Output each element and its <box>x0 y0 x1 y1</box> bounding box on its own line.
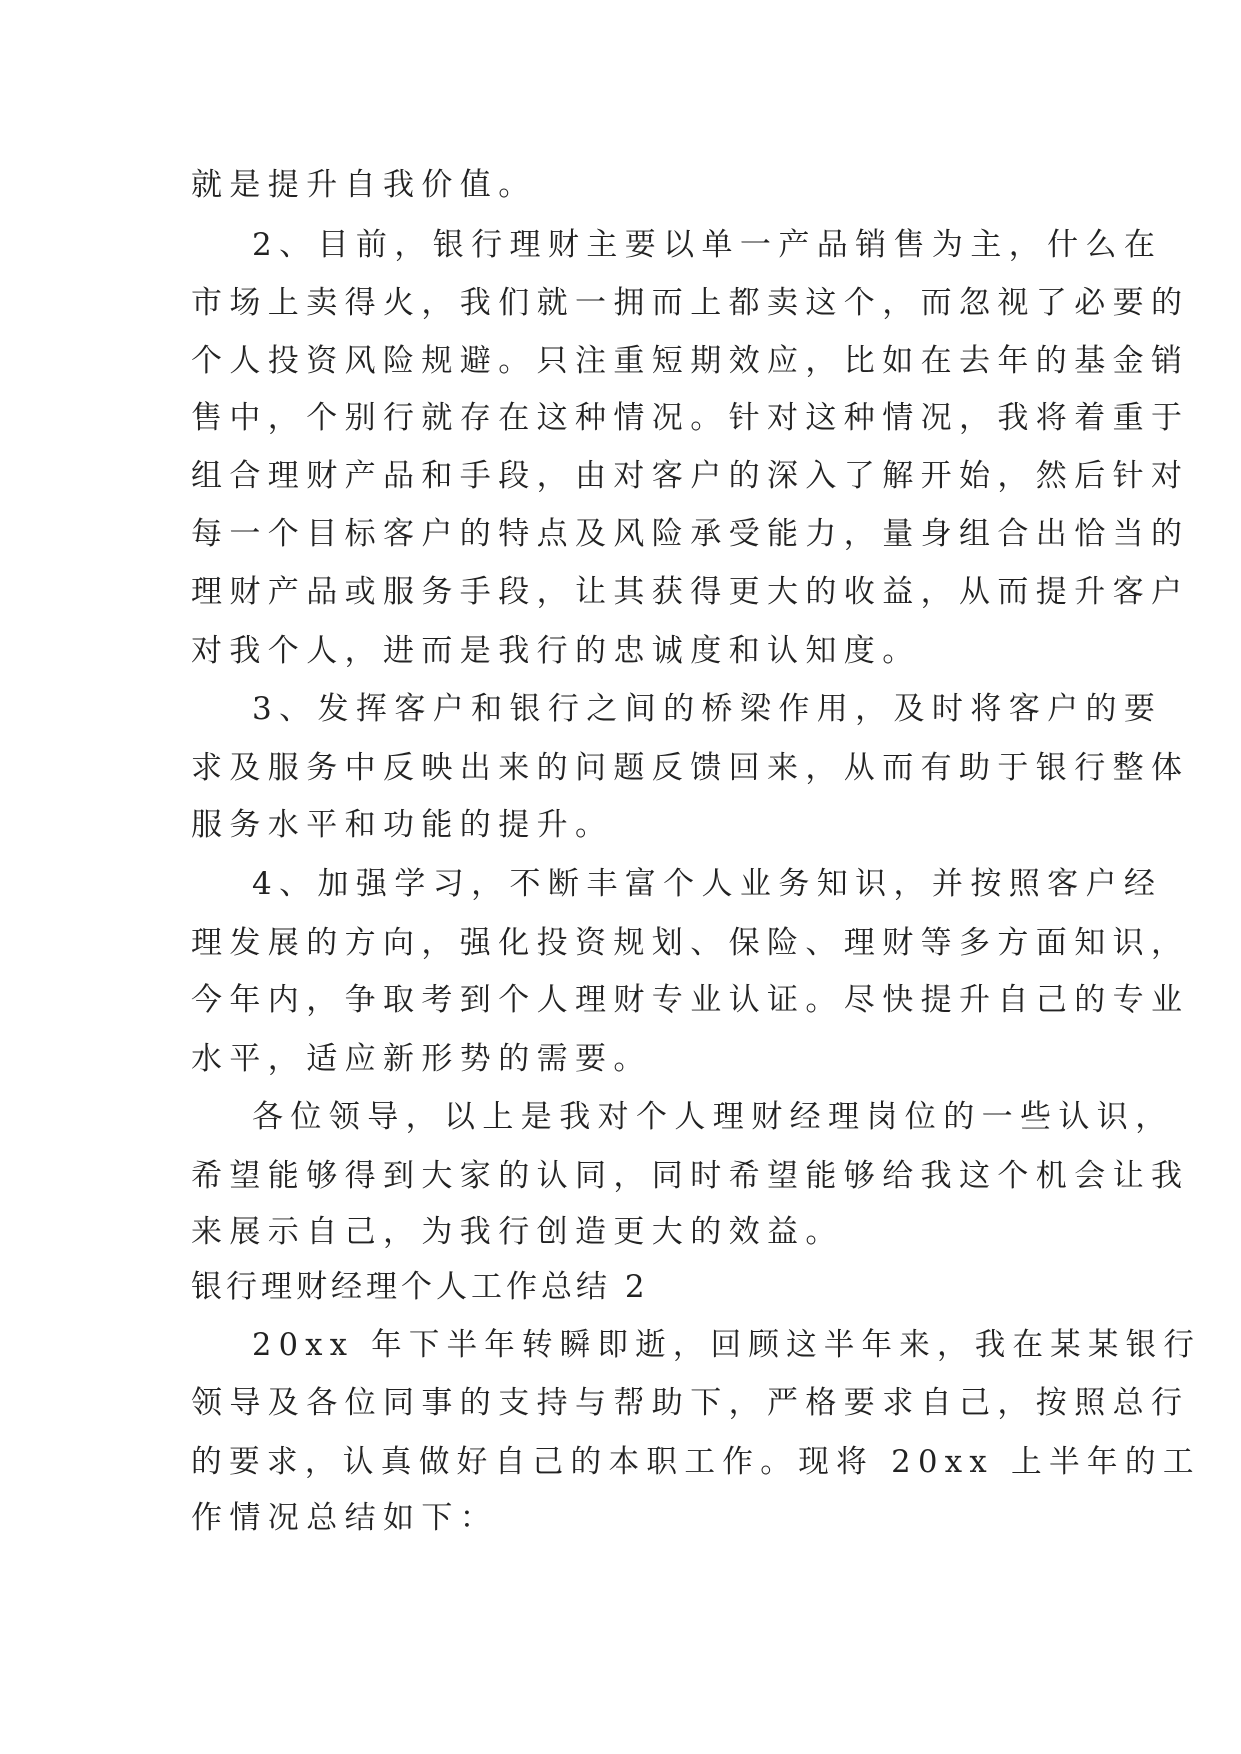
text-line: 每一个目标客户的特点及风险承受能力，量身组合出恰当的 <box>191 516 1190 552</box>
text-line: 水平，适应新形势的需要。 <box>191 1041 652 1077</box>
text-line: 20xx 年下半年转瞬即逝，回顾这半年来，我在某某银行 <box>252 1327 1202 1363</box>
text-line: 就是提升自我价值。 <box>191 167 537 203</box>
text-line: 理财产品或服务手段，让其获得更大的收益，从而提升客户 <box>191 574 1190 610</box>
text-line: 对我个人，进而是我行的忠诚度和认知度。 <box>191 633 921 669</box>
text-line: 3、发挥客户和银行之间的桥梁作用，及时将客户的要 <box>252 691 1163 727</box>
text-line: 今年内，争取考到个人理财专业认证。尽快提升自己的专业 <box>191 982 1190 1018</box>
text-line: 售中，个别行就存在这种情况。针对这种情况，我将着重于 <box>191 400 1190 436</box>
text-line: 市场上卖得火，我们就一拥而上都卖这个，而忽视了必要的 <box>191 285 1190 321</box>
text-line: 个人投资风险规避。只注重短期效应，比如在去年的基金销 <box>191 343 1190 379</box>
section-heading: 银行理财经理个人工作总结 2 <box>191 1269 649 1305</box>
text-line: 4、加强学习，不断丰富个人业务知识，并按照客户经 <box>252 866 1163 902</box>
text-line: 2、目前，银行理财主要以单一产品销售为主，什么在 <box>252 227 1163 263</box>
text-line: 的要求，认真做好自己的本职工作。现将 20xx 上半年的工 <box>191 1444 1201 1480</box>
text-line: 求及服务中反映出来的问题反馈回来，从而有助于银行整体 <box>191 750 1190 786</box>
text-line: 作情况总结如下： <box>191 1500 499 1536</box>
text-line: 服务水平和功能的提升。 <box>191 807 614 843</box>
text-line: 希望能够得到大家的认同，同时希望能够给我这个机会让我 <box>191 1158 1190 1194</box>
text-line: 各位领导，以上是我对个人理财经理岗位的一些认识， <box>252 1099 1174 1135</box>
text-line: 理发展的方向，强化投资规划、保险、理财等多方面知识， <box>191 925 1190 961</box>
text-line: 来展示自己，为我行创造更大的效益。 <box>191 1214 844 1250</box>
text-line: 领导及各位同事的支持与帮助下，严格要求自己，按照总行 <box>191 1385 1190 1421</box>
text-line: 组合理财产品和手段，由对客户的深入了解开始，然后针对 <box>191 458 1190 494</box>
